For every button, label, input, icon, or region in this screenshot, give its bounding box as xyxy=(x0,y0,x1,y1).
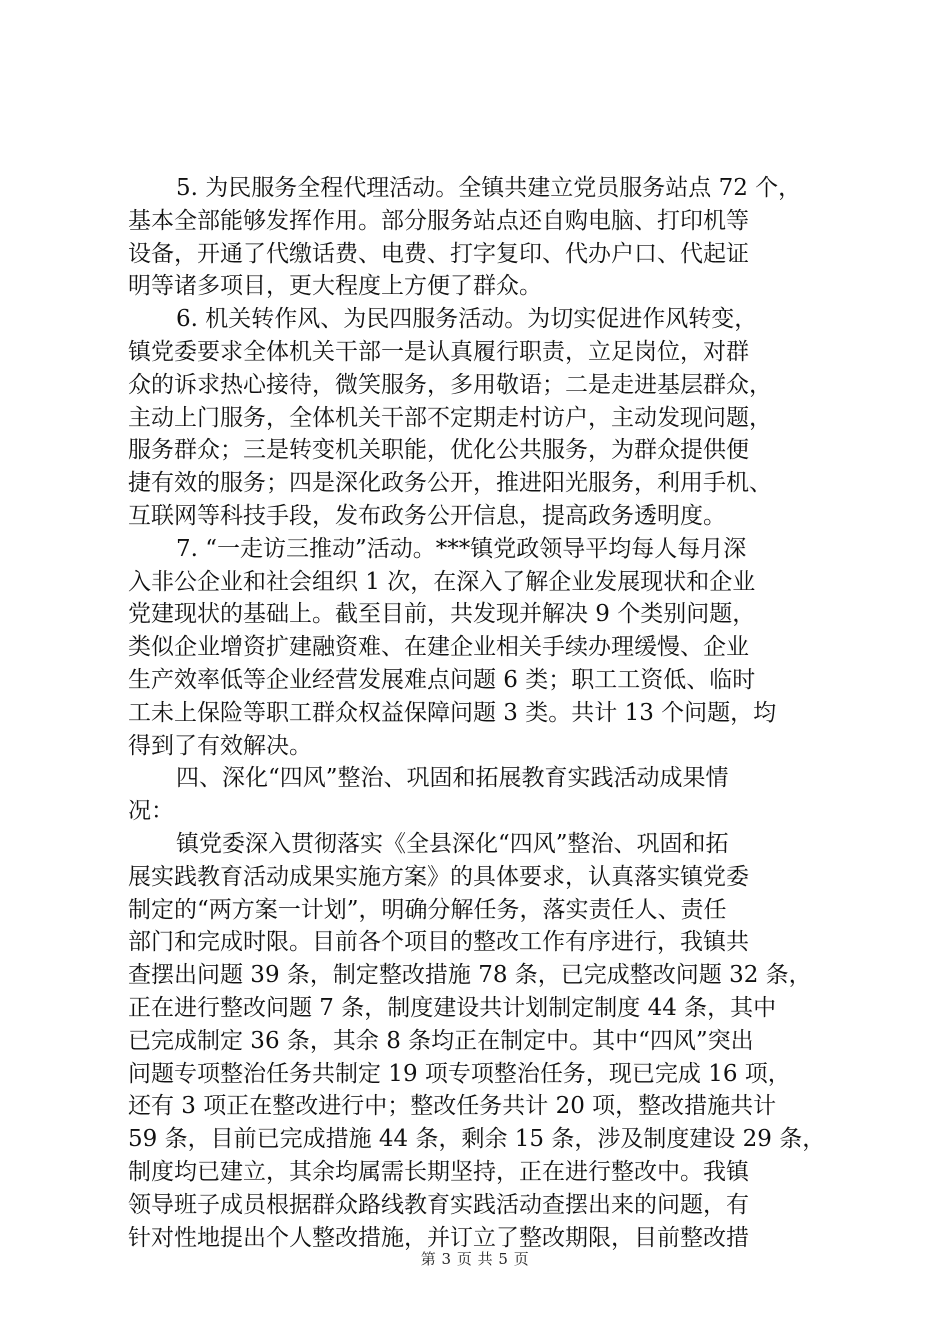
text-line: 正在进行整改问题 7 条，制度建设共计划制定制度 44 条，其中 xyxy=(128,994,777,1021)
text-line: 捷有效的服务；四是深化政务公开，推进阳光服务，利用手机、 xyxy=(128,470,772,497)
text-line: 59 条，目前已完成措施 44 条，剩余 15 条，涉及制度建设 29 条， xyxy=(128,1126,826,1153)
text-line: 7. “一走访三推动”活动。***镇党政领导平均每人每月深 xyxy=(176,535,747,562)
text-line: 5. 为民服务全程代理活动。全镇共建立党员服务站点 72 个， xyxy=(176,175,802,201)
text-line: 入非公企业和社会组织 1 次，在深入了解企业发展现状和企业 xyxy=(128,568,756,595)
text-line: 已完成制定 36 条，其余 8 条均正在制定中。其中“四风”突出 xyxy=(128,1027,754,1054)
text-line: 还有 3 项正在整改进行中；整改任务共计 20 项，整改措施共计 xyxy=(128,1093,777,1120)
text-line: 主动上门服务，全体机关干部不定期走村访户，主动发现问题， xyxy=(128,404,772,431)
text-line: 制定的“两方案一计划”，明确分解任务，落实责任人、责任 xyxy=(128,896,727,923)
text-line: 明等诸多项目，更大程度上方便了群众。 xyxy=(128,273,542,300)
text-line: 镇党委深入贯彻落实《全县深化“四风”整治、巩固和拓 xyxy=(176,830,729,857)
text-line: 镇党委要求全体机关干部一是认真履行职责，立足岗位，对群 xyxy=(128,338,749,365)
text-line: 类似企业增资扩建融资难、在建企业相关手续办理缓慢、企业 xyxy=(128,634,749,661)
text-line: 部门和完成时限。目前各个项目的整改工作有序进行，我镇共 xyxy=(128,929,749,956)
text-line: 基本全部能够发挥作用。部分服务站点还自购电脑、打印机等 xyxy=(128,207,749,234)
document-body xyxy=(128,172,840,1254)
text-line: 展实践教育活动成果实施方案》的具体要求，认真落实镇党委 xyxy=(128,863,749,890)
text-line: 众的诉求热心接待，微笑服务，多用敬语；二是走进基层群众， xyxy=(128,371,772,398)
text-line: 6. 机关转作风、为民四服务活动。为切实促进作风转变， xyxy=(176,306,758,333)
text-line: 互联网等科技手段，发布政务公开信息，提高政务透明度。 xyxy=(128,502,726,529)
text-line: 领导班子成员根据群众路线教育实践活动查摆出来的问题，有 xyxy=(128,1191,749,1218)
text-line: 服务群众；三是转变机关职能，优化公共服务，为群众提供便 xyxy=(128,437,749,464)
text-line: 问题专项整治任务共制定 19 项专项整治任务，现已完成 16 项， xyxy=(128,1060,791,1087)
text-line: 制度均已建立，其余均属需长期坚持，正在进行整改中。我镇 xyxy=(128,1158,749,1185)
text-line: 四、深化“四风”整治、巩固和拓展教育实践活动成果情 xyxy=(176,765,729,792)
text-line: 得到了有效解决。 xyxy=(128,732,312,759)
text-line: 工未上保险等职工群众权益保障问题 3 类。共计 13 个问题，均 xyxy=(128,699,777,726)
text-line: 党建现状的基础上。截至目前，共发现并解决 9 个类别问题， xyxy=(128,601,756,628)
text-line: 生产效率低等企业经营发展难点问题 6 类；职工工资低、临时 xyxy=(128,666,756,693)
text-line: 查摆出问题 39 条，制定整改措施 78 条，已完成整改问题 32 条， xyxy=(128,962,812,989)
text-line: 针对性地提出个人整改措施，并订立了整改期限，目前整改措 xyxy=(128,1224,749,1251)
page-footer: 第 3 页 共 5 页 xyxy=(420,1250,530,1268)
text-line: 设备，开通了代缴话费、电费、打字复印、代办户口、代起证 xyxy=(128,240,749,267)
text-line: 况： xyxy=(128,798,174,825)
